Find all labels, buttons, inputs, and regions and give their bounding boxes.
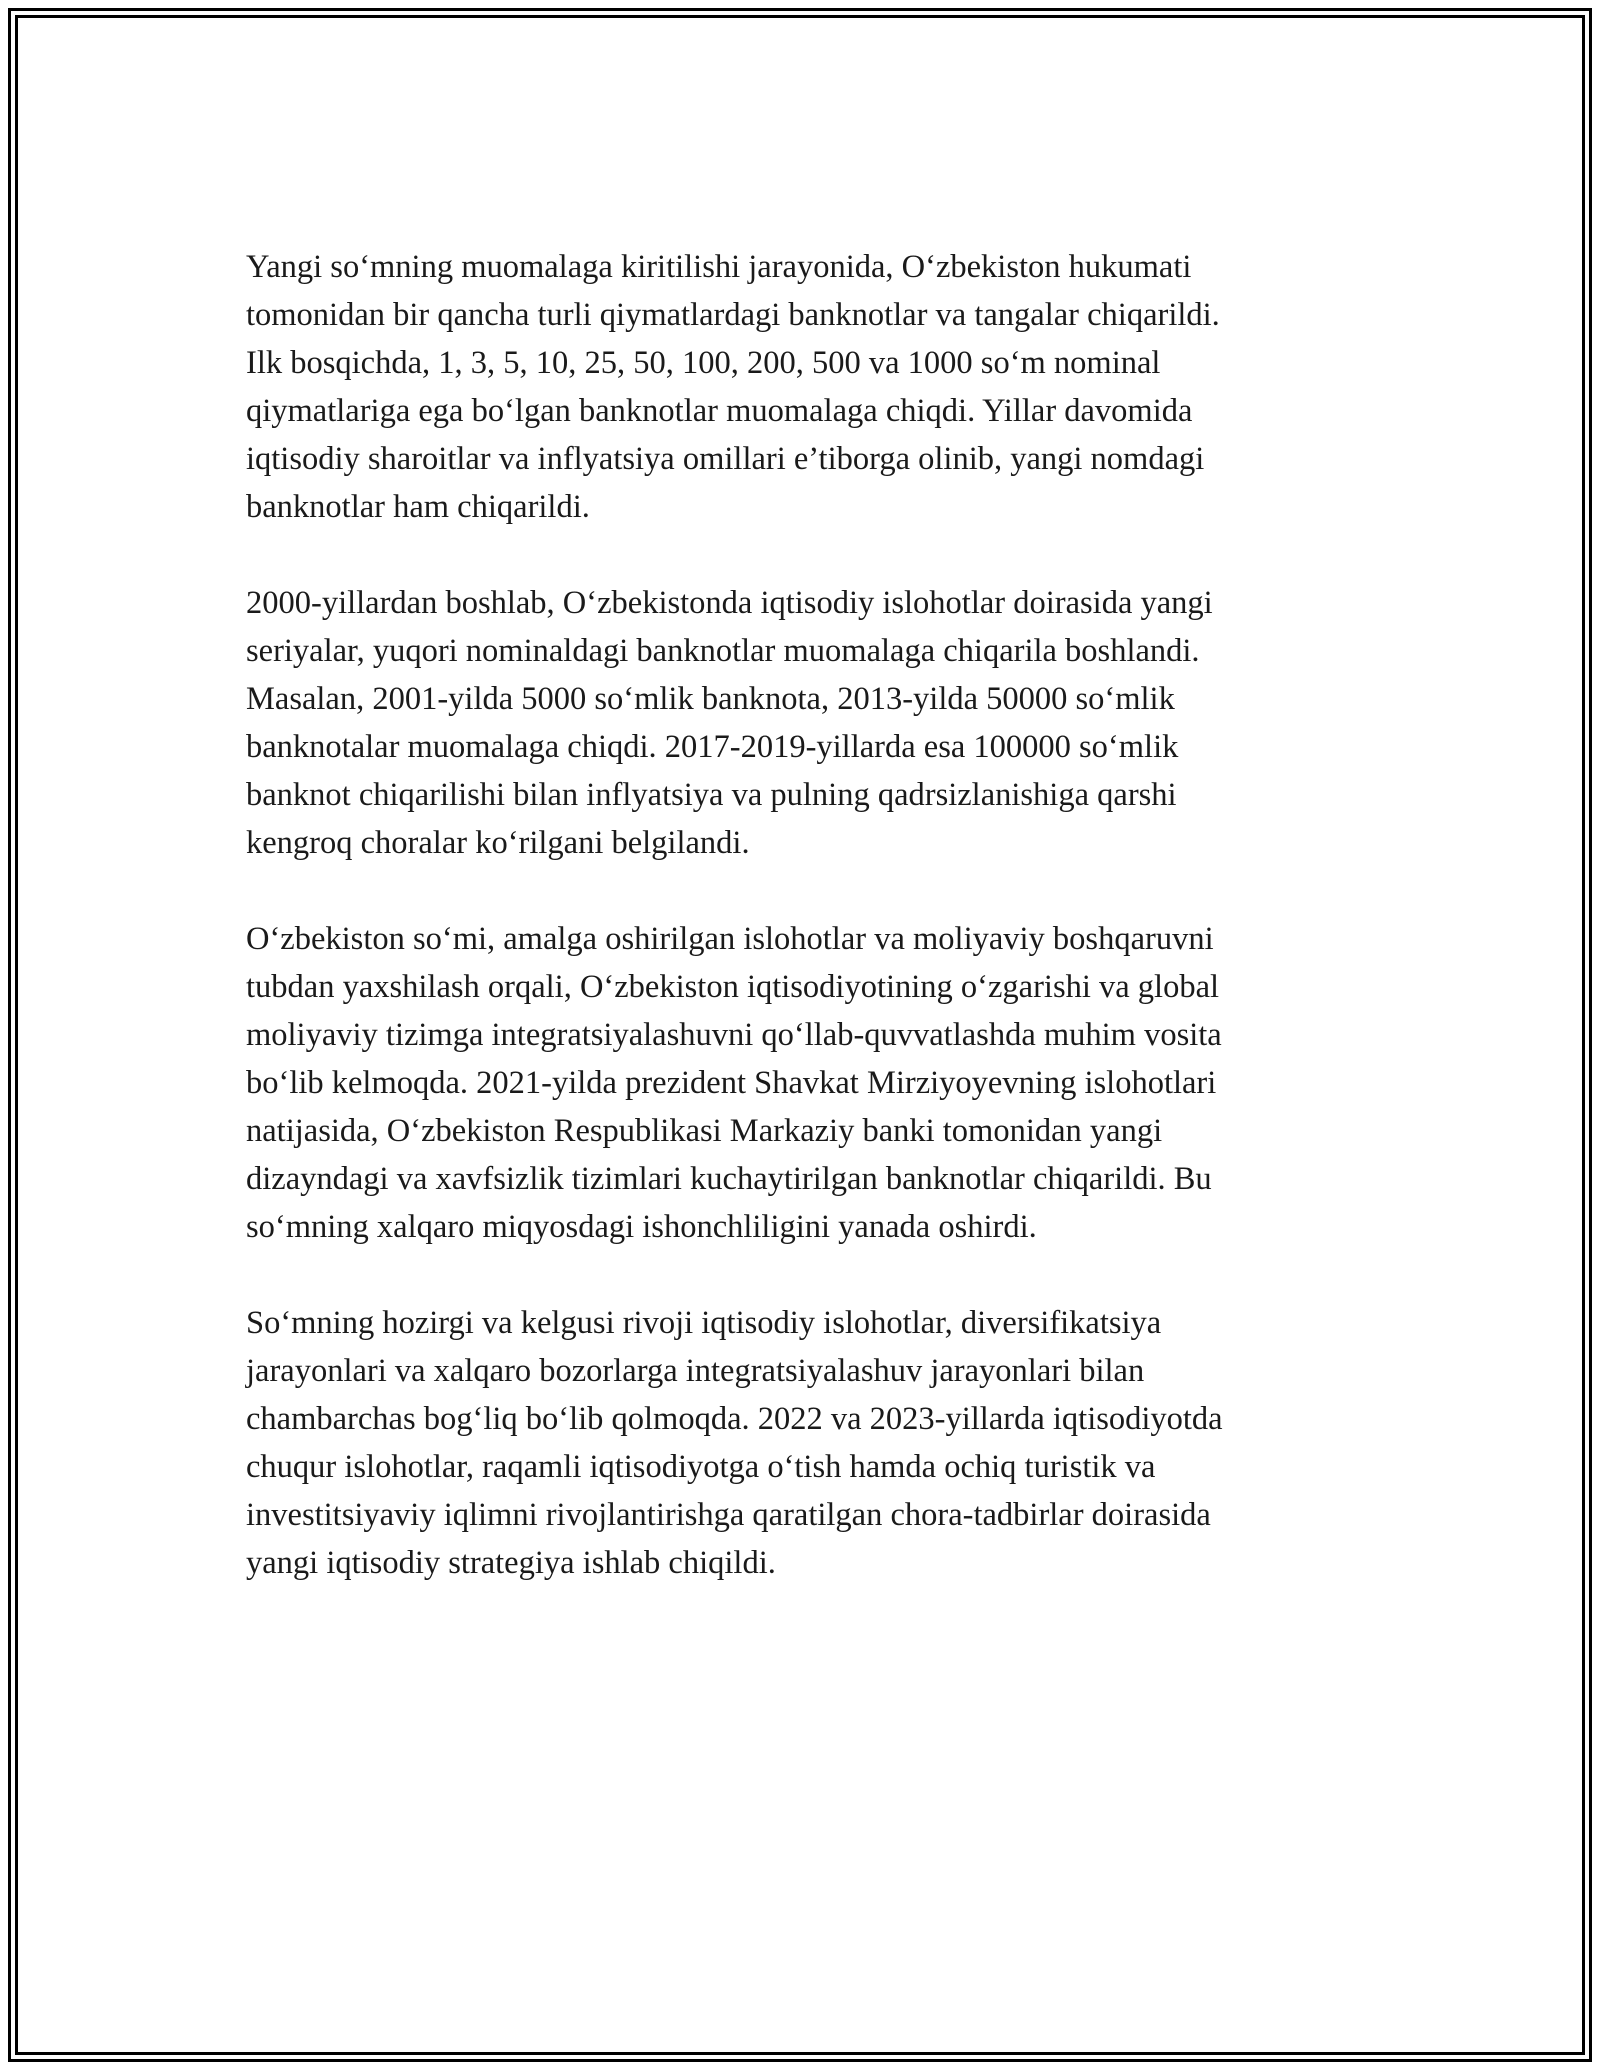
paragraph-1: Yangi so‘mning muomalaga kiritilishi jarayonida, O‘zbekiston hukumati tomonidan bir qancha turli qiymatlardagi banknotlar va tangalar chiqarildi. Ilk bosqichda, 1, 3, 5, 10, 25, 50, 100, 200, 500 va 1000 so‘m nominal qiymatlariga ega bo‘lgan banknotlar muomalaga chiqdi. Yillar davomida iqtisodiy sharoitlar va inflyatsiya omillari e’tiborga olinib, yangi nomdagi banknotlar ham chiqarildi. [246,249,1220,525]
paragraph-4: So‘mning hozirgi va kelgusi rivoji iqtisodiy islohotlar, diversifikatsiya jarayonlari va xalqaro bozorlarga integratsiyalashuv jarayonlari bilan chambarchas bog‘liq bo‘lib qolmoqda. 2022 va 2023-yillarda iqtisodiyotda chuqur islohotlar, raqamli iqtisodiyotga o‘tish hamda ochiq turistik va investitsiyaviy iqlimni rivojlantirishga qaratilgan chora-tadbirlar doirasida yangi iqtisodiy strategiya ishlab chiqildi. [246,1305,1223,1581]
paragraph-3: O‘zbekiston so‘mi, amalga oshirilgan islohotlar va moliyaviy boshqaruvni tubdan yaxshilash orqali, O‘zbekiston iqtisodiyotining o‘zgarishi va global moliyaviy tizimga integratsiyalashuvni qo‘llab-quvvatlashda muhim vosita bo‘lib kelmoqda. 2021-yilda prezident Shavkat Mirziyoyevning islohotlari natijasida, O‘zbekiston Respublikasi Markaziy banki tomonidan yangi dizayndagi va xavfsizlik tizimlari kuchaytirilgan banknotlar chiqarildi. Bu so‘mning xalqaro miqyosdagi ishonchliligini yanada oshirdi. [246,921,1222,1245]
paragraph-2: 2000-yillardan boshlab, O‘zbekistonda iqtisodiy islohotlar doirasida yangi seriyalar, yuqori nominaldagi banknotlar muomalaga chiqarila boshlandi. Masalan, 2001-yilda 5000 so‘mlik banknota, 2013-yilda 50000 so‘mlik banknotalar muomalaga chiqdi. 2017-2019-yillarda esa 100000 so‘mlik banknot chiqarilishi bilan inflyatsiya va pulning qadrsizlanishiga qarshi kengroq choralar ko‘rilgani belgilandi. [246,585,1213,861]
document-body [246,243,1386,1635]
page-border [8,8,1592,2062]
